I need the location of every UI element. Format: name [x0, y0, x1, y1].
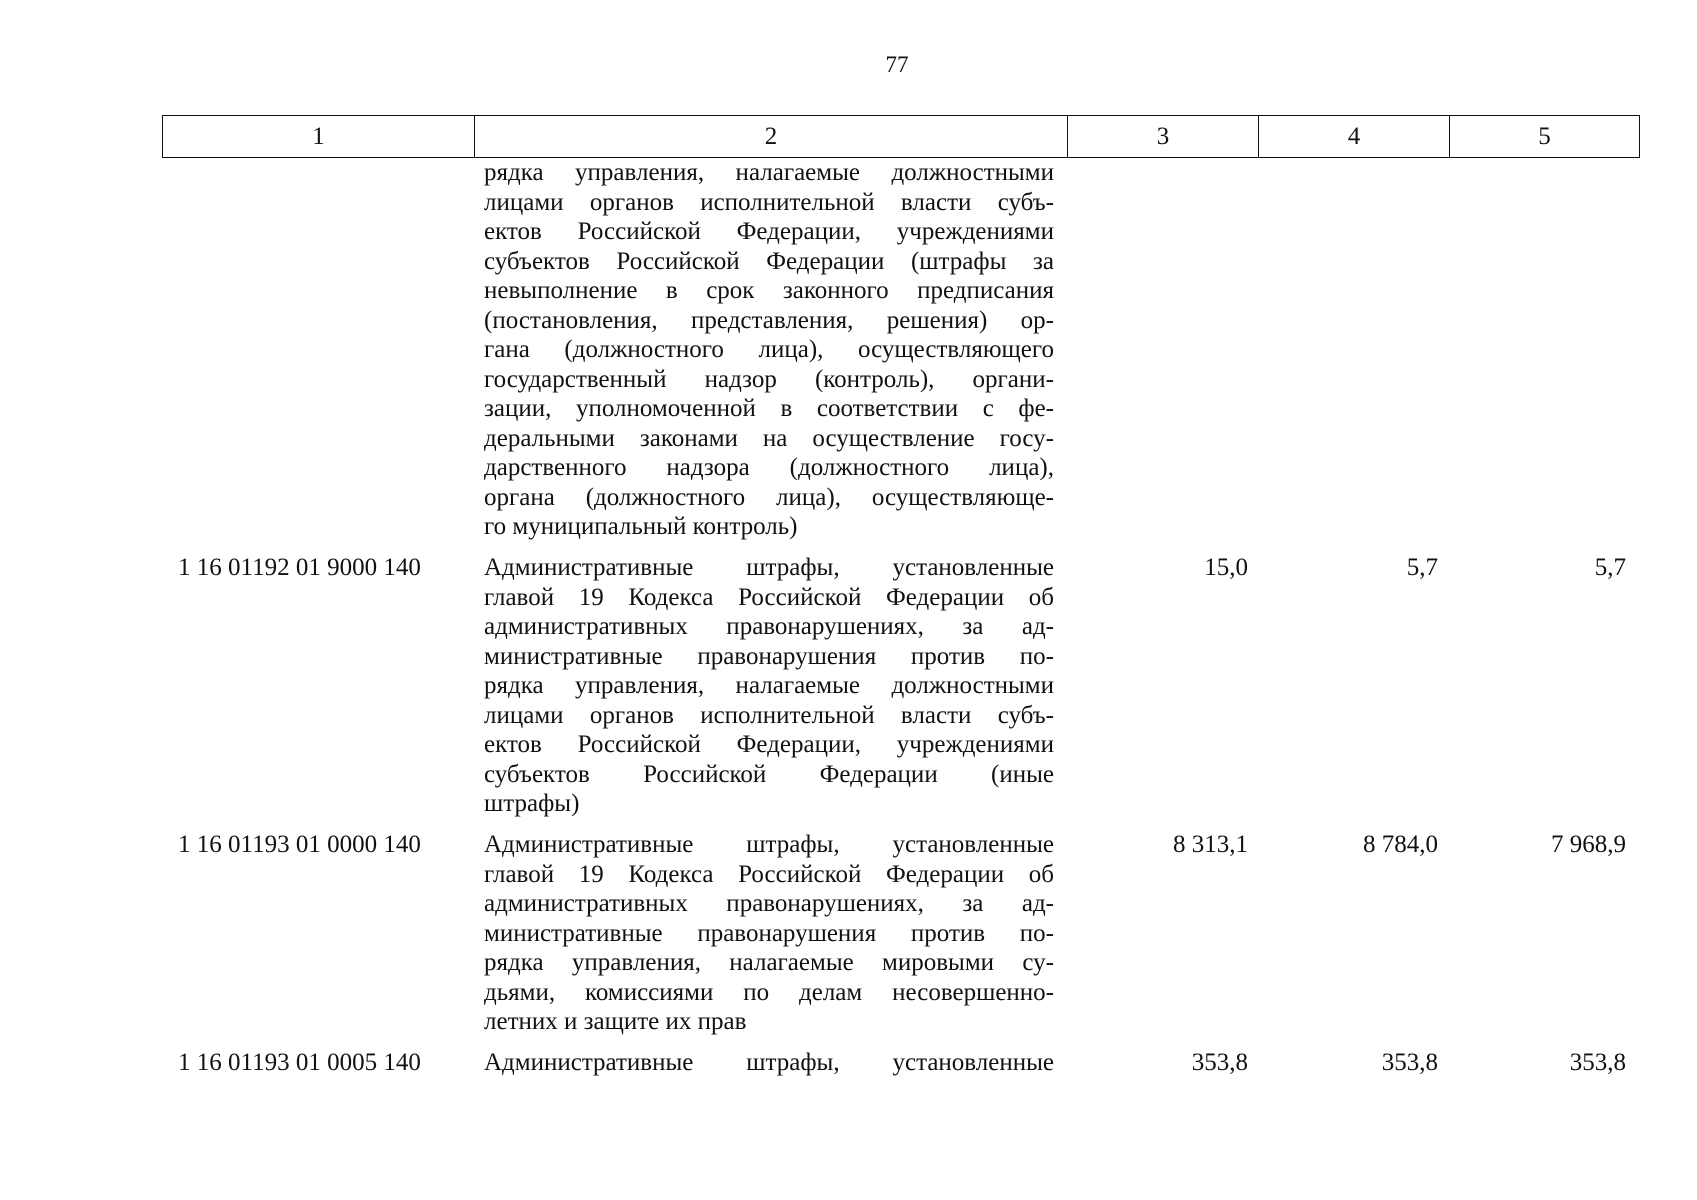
row-value-col3: 8 313,1: [1173, 831, 1248, 858]
description-line: субъектов Российской Федерации (штрафы за: [484, 247, 1054, 275]
description-line: (постановления, представления, решения) ор-: [484, 306, 1054, 334]
row-value-col3: 353,8: [1191, 1049, 1248, 1076]
description-line: гана (должностного лица), осуществляющего: [484, 336, 1054, 363]
description-line: Административные штрафы, установленные: [484, 1049, 1054, 1076]
row-description: [484, 158, 1054, 542]
description-line: штрафы): [484, 790, 580, 817]
row-description: [484, 553, 1054, 819]
row-value-col5: 5,7: [1594, 554, 1626, 581]
row-code: 1 16 01193 01 0000 140: [178, 831, 421, 858]
description-line: министративные правонарушения против по-: [484, 919, 1054, 947]
description-line: Административные штрафы, установленные: [484, 831, 1054, 858]
header-row: [163, 116, 1640, 158]
description-line: главой 19 Кодекса Российской Федерации об: [484, 583, 1054, 611]
row-value-col5: 7 968,9: [1551, 831, 1626, 858]
description-line: го муниципальный контроль): [484, 513, 798, 540]
description-line: органа (должностного лица), осуществляюще-: [484, 483, 1054, 511]
description-line: рядка управления, налагаемые должностными: [484, 159, 1054, 186]
header-col-2: 2: [475, 116, 1068, 158]
description-line: ектов Российской Федерации, учреждениями: [484, 218, 1054, 245]
row-value-col4: 5,7: [1406, 554, 1438, 581]
header-col-4: 4: [1259, 116, 1450, 158]
row-value-col5: 353,8: [1569, 1049, 1626, 1076]
header-col-3: 3: [1068, 116, 1259, 158]
row-code: 1 16 01193 01 0005 140: [178, 1049, 421, 1076]
description-line: главой 19 Кодекса Российской Федерации об: [484, 860, 1054, 888]
description-line: ектов Российской Федерации, учреждениями: [484, 731, 1054, 758]
description-line: субъектов Российской Федерации (иные: [484, 760, 1054, 788]
description-line: государственный надзор (контроль), органи-: [484, 365, 1054, 393]
description-line: министративные правонарушения против по-: [484, 642, 1054, 670]
row-value-col3: 15,0: [1204, 554, 1248, 581]
header-col-5: 5: [1450, 116, 1640, 158]
description-line: лицами органов исполнительной власти субъ-: [484, 188, 1054, 216]
row-value-col4: 353,8: [1381, 1049, 1438, 1076]
description-line: зации, уполномоченной в соответствии с фе-: [484, 395, 1054, 422]
row-value-col4: 8 784,0: [1363, 831, 1438, 858]
description-line: рядка управления, налагаемые должностными: [484, 672, 1054, 699]
table-header: [162, 115, 1640, 158]
description-line: летних и защите их прав: [484, 1008, 747, 1035]
description-line: административных правонарушениях, за ад-: [484, 613, 1054, 640]
description-line: деральными законами на осуществление госу-: [484, 424, 1054, 452]
description-line: дьями, комиссиями по делам несовершенно-: [484, 978, 1054, 1006]
description-line: лицами органов исполнительной власти субъ-: [484, 701, 1054, 729]
row-code: 1 16 01192 01 9000 140: [178, 554, 421, 581]
description-line: административных правонарушениях, за ад-: [484, 890, 1054, 917]
description-line: рядка управления, налагаемые мировыми су-: [484, 949, 1054, 976]
header-col-1: 1: [163, 116, 475, 158]
description-line: Административные штрафы, установленные: [484, 554, 1054, 581]
row-description: [484, 1048, 1054, 1078]
row-description: [484, 830, 1054, 1037]
description-line: дарственного надзора (должностного лица),: [484, 454, 1054, 481]
description-line: невыполнение в срок законного предписания: [484, 277, 1054, 304]
page-number: 77: [885, 52, 909, 77]
